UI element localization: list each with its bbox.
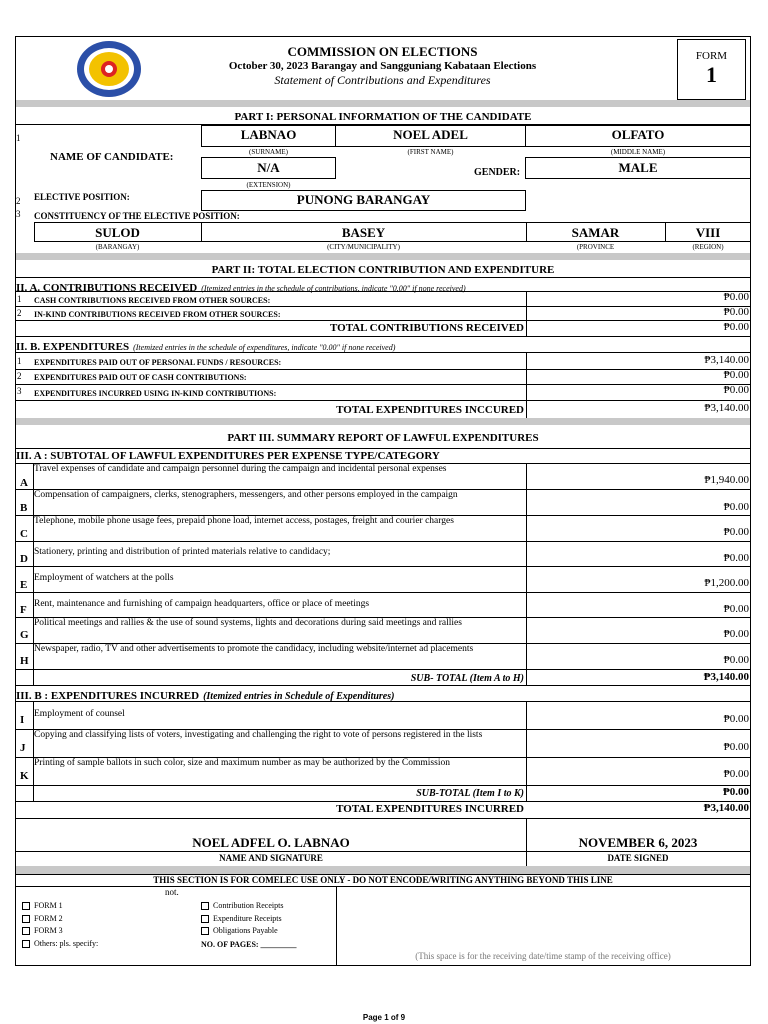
item-c-amount: ₱0.00 — [723, 526, 749, 538]
date-signed-value: NOVEMBER 6, 2023 — [578, 835, 698, 850]
grand-total-label: TOTAL EXPENDITURES INCURRED — [336, 803, 524, 815]
item-letter: J — [20, 742, 26, 754]
stray-text: not. — [165, 887, 179, 897]
province-caption: (PROVINCE — [576, 243, 615, 251]
subtotal-b-amount: ₱0.00 — [723, 786, 749, 798]
middle-name-caption: (MIDDLE NAME) — [610, 148, 666, 156]
date-signed-caption: DATE SIGNED — [607, 853, 669, 863]
signatory-name: NOEL ADFEL O. LABNAO — [192, 835, 350, 850]
part2-title: PART II: TOTAL ELECTION CONTRIBUTION AND EXPENDITURE — [211, 264, 555, 276]
item-f-amount: ₱0.00 — [723, 603, 749, 615]
extension-caption: (EXTENSION) — [246, 181, 291, 189]
position-value: PUNONG BARANGAY — [296, 192, 431, 207]
item-letter: K — [20, 770, 29, 782]
row-number: 1 — [16, 133, 21, 143]
page-indicator: Page 1 of 9 — [362, 1013, 406, 1022]
extension-value: N/A — [257, 160, 280, 175]
cash-contributions-label: CASH CONTRIBUTIONS RECEIVED FROM OTHER SOURCES: — [34, 296, 271, 305]
inkind-contributions-label: IN-KIND CONTRIBUTIONS RECEIVED FROM OTHER SOURCES: — [34, 310, 281, 319]
grand-total-amount: ₱3,140.00 — [703, 802, 749, 814]
row-number: 1 — [17, 356, 22, 366]
checkbox-form1[interactable]: FORM 1 — [22, 901, 63, 910]
checkbox-expenditure-receipts[interactable]: Expenditure Receipts — [201, 914, 282, 923]
subtotal-b-label: SUB-TOTAL (Item I to K) — [416, 788, 524, 799]
gender-label: GENDER: — [474, 167, 521, 178]
checkbox-icon — [22, 902, 30, 910]
checkbox-icon — [22, 915, 30, 923]
divider-band — [16, 418, 750, 425]
item-letter: H — [20, 655, 29, 667]
checkbox-others[interactable]: Others: pls. specify: — [22, 939, 98, 948]
name-label: NAME OF CANDIDATE: — [50, 151, 174, 163]
middle-name-value: OLFATO — [611, 127, 665, 142]
item-i-amount: ₱0.00 — [723, 713, 749, 725]
gender-value: MALE — [618, 160, 658, 175]
municipality-value: BASEY — [341, 225, 386, 240]
item-k-amount: ₱0.00 — [723, 768, 749, 780]
form-number: 1 — [706, 62, 717, 87]
statement-title: Statement of Contributions and Expenditures — [274, 73, 491, 87]
barangay-value: SULOD — [95, 225, 140, 240]
item-letter: G — [20, 629, 29, 641]
part3-a-heading: III. A : SUBTOTAL OF LAWFUL EXPENDITURES PER EXPENSE TYPE/CATEGORY — [16, 450, 440, 462]
first-name-value: NOEL ADEL — [393, 127, 468, 142]
checkbox-icon — [201, 902, 209, 910]
stamp-space-note: (This space is for the receiving date/time stamp of the receiving office) — [415, 951, 671, 961]
region-caption: (REGION) — [692, 243, 724, 251]
personal-funds-amount: ₱3,140.00 — [704, 354, 749, 366]
row-number: 2 — [17, 371, 22, 381]
item-letter: I — [20, 714, 25, 726]
subtotal-a-amount: ₱3,140.00 — [703, 671, 749, 683]
region-value: VIII — [695, 225, 721, 240]
row-number: 2 — [17, 308, 22, 318]
item-letter: D — [20, 553, 28, 565]
item-e-description: Employment of watchers at the polls — [34, 573, 174, 583]
contributions-heading: II. A. CONTRIBUTIONS RECEIVED (Itemized entries in the schedule of contributions, indicate "0.00" if none received) — [16, 282, 466, 294]
surname-value: LABNAO — [240, 127, 297, 142]
total-expenditures-label: TOTAL EXPENDITURES INCCURED — [336, 404, 524, 416]
row-number: 3 — [16, 209, 21, 219]
item-j-amount: ₱0.00 — [723, 741, 749, 753]
number-of-pages-field[interactable]: NO. OF PAGES: _________ — [201, 940, 297, 949]
election-title: October 30, 2023 Barangay and Sangguniang Kabataan Elections — [228, 60, 537, 72]
item-i-description: Employment of counsel — [34, 709, 125, 719]
item-b-amount: ₱0.00 — [723, 501, 749, 513]
row-number: 1 — [17, 294, 22, 304]
checkbox-contribution-receipts[interactable]: Contribution Receipts — [201, 901, 283, 910]
checkbox-form2[interactable]: FORM 2 — [22, 914, 63, 923]
divider-band — [16, 100, 750, 107]
inkind-expenditures-amount: ₱0.00 — [723, 384, 749, 396]
item-d-description: Stationery, printing and distribution of printed materials relative to candidacy; — [34, 547, 331, 557]
inkind-contributions-amount: ₱0.00 — [723, 306, 749, 318]
checkbox-icon — [22, 927, 30, 935]
item-h-amount: ₱0.00 — [723, 654, 749, 666]
item-letter: C — [20, 528, 28, 540]
item-g-amount: ₱0.00 — [723, 628, 749, 640]
part3-b-heading: III. B : EXPENDITURES INCURRED (Itemized entries in Schedule of Expenditures) — [16, 690, 395, 702]
surname-caption: (SURNAME) — [249, 148, 288, 156]
item-j-description: Copying and classifying lists of voters, investigating and challenging the right to vote of persons registered in the lists — [34, 730, 483, 740]
cash-expenditures-amount: ₱0.00 — [723, 369, 749, 381]
item-letter: A — [20, 477, 28, 489]
barangay-caption: (BARANGAY) — [95, 243, 140, 251]
item-f-description: Rent, maintenance and furnishing of campaign headquarters, office or place of meetings — [34, 599, 370, 609]
total-contributions-label: TOTAL CONTRIBUTIONS RECEIVED — [330, 322, 524, 334]
divider-band — [16, 253, 750, 260]
item-letter: E — [20, 579, 28, 591]
item-h-description: Newspaper, radio, TV and other advertisements to promote the candidacy, including website/internet ad placements — [34, 644, 474, 654]
total-contributions-amount: ₱0.00 — [723, 321, 749, 333]
item-g-description: Political meetings and rallies & the use of sound systems, lights and decorations during said meetings and rallies — [34, 618, 462, 628]
part1-title: PART I: PERSONAL INFORMATION OF THE CANDIDATE — [234, 111, 532, 123]
item-a-description: Travel expenses of candidate and campaign personnel during the campaign and incidental personal expenses — [34, 464, 447, 474]
province-value: SAMAR — [571, 225, 620, 240]
checkbox-form3[interactable]: FORM 3 — [22, 926, 63, 935]
cash-expenditures-label: EXPENDITURES PAID OUT OF CASH CONTRIBUTIONS: — [34, 373, 247, 382]
part3-title: PART III. SUMMARY REPORT OF LAWFUL EXPENDITURES — [227, 432, 539, 444]
item-d-amount: ₱0.00 — [723, 552, 749, 564]
personal-funds-label: EXPENDITURES PAID OUT OF PERSONAL FUNDS / RESOURCES: — [34, 358, 282, 367]
item-c-description: Telephone, mobile phone usage fees, prepaid phone load, internet access, postages, freight and courier charges — [34, 516, 454, 526]
item-letter: F — [20, 604, 27, 616]
inkind-expenditures-label: EXPENDITURES INCURRED USING IN-KIND CONTRIBUTIONS: — [34, 389, 277, 398]
checkbox-icon — [201, 915, 209, 923]
comelec-seal-icon — [76, 40, 142, 98]
row-number: 3 — [17, 386, 22, 396]
item-letter: B — [20, 502, 28, 514]
item-a-amount: ₱1,940.00 — [704, 474, 749, 486]
subtotal-a-label: SUB- TOTAL (Item A to H) — [410, 673, 524, 684]
name-signature-caption: NAME AND SIGNATURE — [219, 853, 323, 863]
first-name-caption: (FIRST NAME) — [407, 148, 454, 156]
item-b-description: Compensation of campaigners, clerks, stenographers, messengers, and other persons employed in the campaign — [34, 490, 458, 500]
constituency-label: CONSTITUENCY OF THE ELECTIVE POSITION: — [34, 211, 240, 221]
checkbox-icon — [201, 927, 209, 935]
divider-band — [16, 866, 750, 874]
checkbox-obligations-payable[interactable]: Obligations Payable — [201, 926, 278, 935]
total-expenditures-amount: ₱3,140.00 — [704, 402, 749, 414]
item-e-amount: ₱1,200.00 — [704, 577, 749, 589]
municipality-caption: (CITY/MUNICIPALITY) — [327, 243, 400, 251]
form-label: FORM — [695, 50, 728, 62]
comelec-use-banner: THIS SECTION IS FOR COMELEC USE ONLY - DO NOT ENCODE/WRITING ANYTHING BEYOND THIS LINE — [153, 875, 613, 885]
item-k-description: Printing of sample ballots in such color, size and maximum number as may be authorized by the Commission — [34, 758, 450, 768]
agency-title: COMMISSION ON ELECTIONS — [287, 44, 478, 59]
position-label: ELECTIVE POSITION: — [34, 192, 130, 202]
expenditures-heading: II. B. EXPENDITURES (Itemized entries in the schedule of expenditures, indicate "0.00" if none received) — [16, 341, 396, 353]
row-number: 2 — [16, 196, 21, 206]
cash-contributions-amount: ₱0.00 — [723, 291, 749, 303]
checkbox-icon — [22, 940, 30, 948]
